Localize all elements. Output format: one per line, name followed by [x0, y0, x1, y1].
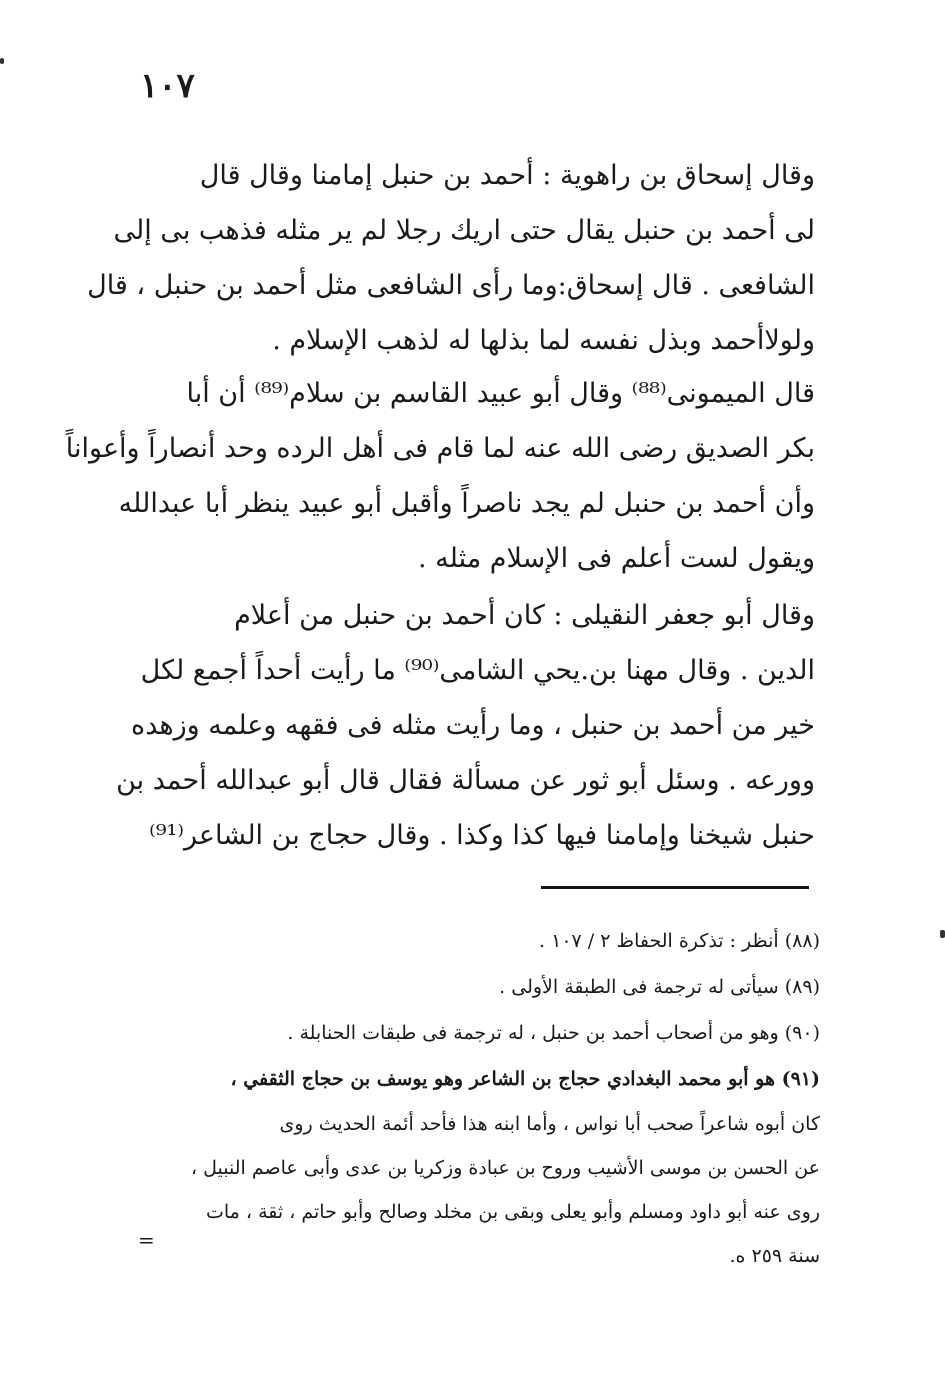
text-line: الدين . وقال مهنا بن.يحي الشامى⁽⁹⁰⁾ ما رأيت أحداً أجمع لكل — [140, 655, 815, 686]
text-line: خير من أحمد بن حنبل ، وما رأيت مثله فى فقهه وعلمه وزهده — [131, 710, 815, 741]
footnote-91-line: كان أبوه شاعراً صحب أبا نواس ، وأما ابنه هذا فأحد أئمة الحديث روى — [279, 1113, 820, 1135]
text-line: وأن أحمد بن حنبل لم يجد ناصراً وأقبل أبو عبيد ينظر أبا عبدالله — [118, 488, 815, 519]
footnote-88: (٨٨) أنظر : تذكرة الحفاظ ٢ / ١٠٧ . — [539, 930, 820, 952]
footnote-separator — [541, 886, 809, 889]
paragraph — [65, 366, 815, 586]
footnote-91-line: روى عنه أبو داود ومسلم وأبو يعلى وبقى بن مخلد وصالح وأبو حاتم ، ثقة ، مات — [206, 1201, 820, 1223]
footnotes — [140, 918, 820, 1278]
text-line: ولولاأحمد وبذل نفسه لما بذلها له لذهب الإسلام . — [272, 325, 815, 356]
footnote-91-line: عن الحسن بن موسى الأشيب وروح بن عبادة وزكريا بن عدى وأبى عاصم النبيل ، — [190, 1157, 820, 1179]
footnote-89: (٨٩) سيأتى له ترجمة فى الطبقة الأولى . — [499, 976, 820, 998]
footnote-90: (٩٠) وهو من أصحاب أحمد بن حنبل ، له ترجمة فى طبقات الحنابلة . — [287, 1022, 820, 1044]
continuation-mark: = — [138, 1228, 155, 1252]
scan-edge-mark — [940, 930, 945, 938]
footnote-91-line: سنة ٢٥٩ ه. — [729, 1245, 820, 1267]
paragraph — [87, 148, 815, 368]
paragraph — [116, 588, 815, 863]
footnote-91: (٩١) هو أبو محمد البغدادي حجاج بن الشاعر وهو يوسف بن حجاج الثقفي ، — [230, 1068, 820, 1090]
text-line: حنبل شيخنا وإمامنا فيها كذا وكذا . وقال حجاج بن الشاعر⁽⁹¹⁾ — [149, 820, 815, 851]
text-line: لى أحمد بن حنبل يقال حتى اريك رجلا لم ير مثله فذهب بى إلى — [113, 215, 815, 246]
text-line: وورعه . وسئل أبو ثور عن مسألة فقال قال أبو عبدالله أحمد بن — [116, 765, 815, 796]
page-number: ١٠٧ — [140, 66, 195, 106]
text-line: ويقول لست أعلم فى الإسلام مثله . — [418, 543, 815, 574]
text-line: وقال إسحاق بن راهوية : أحمد بن حنبل إمامنا وقال قال — [199, 160, 815, 191]
text-line: وقال أبو جعفر النقيلى : كان أحمد بن حنبل من أعلام — [234, 600, 815, 631]
text-line: قال الميمونى⁽⁸⁸⁾ وقال أبو عبيد القاسم بن سلام⁽⁸⁹⁾ أن أبا — [186, 378, 815, 409]
text-line: الشافعى . قال إسحاق:وما رأى الشافعى مثل أحمد بن حنبل ، قال — [87, 270, 815, 301]
scan-edge-mark — [0, 58, 4, 64]
text-line: بكر الصديق رضى الله عنه لما قام فى أهل الرده وحد أنصاراً وأعواناً — [65, 433, 815, 464]
